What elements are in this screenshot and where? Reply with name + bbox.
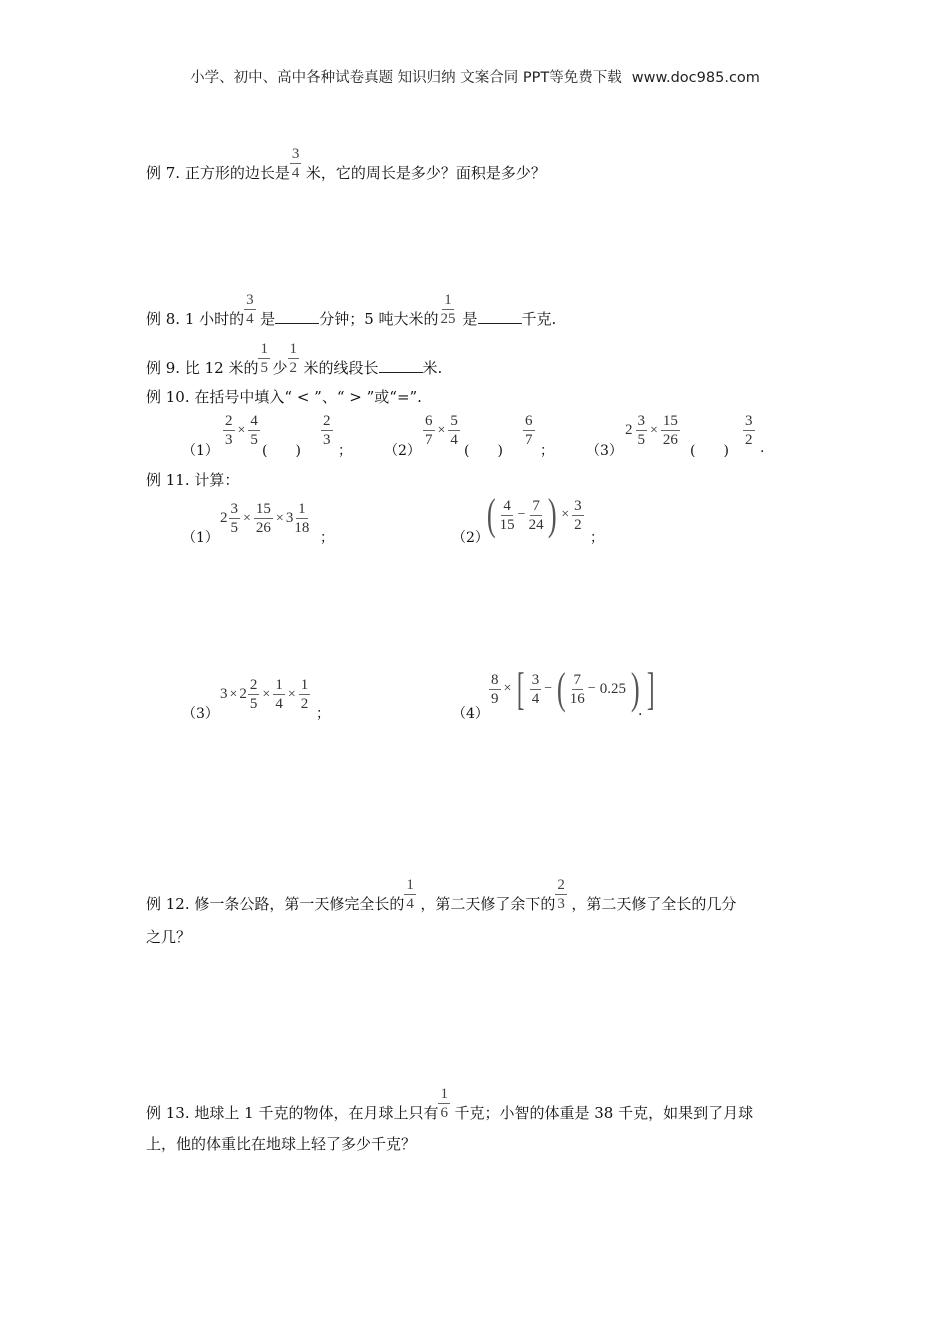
page-header (0, 66, 950, 87)
ex10-p3-expr: 2 $\frac{3}{5}$ × $\frac{15}{26}$ (625, 413, 678, 448)
ex9-text-d: 米. (422, 359, 443, 377)
ex11-p1-label: （1） (182, 530, 219, 546)
ex12-fraction-1: 1 4 (406, 877, 414, 912)
ex10-p3-label: （3） (586, 443, 623, 459)
ex9-fraction-2: 1 2 (289, 341, 297, 376)
ex10-p1-rhs: $\frac{2}{3}$ (323, 413, 331, 448)
ex9-fraction-1: 1 5 (260, 341, 268, 376)
ex10-p3-rhs: $\frac{3}{2}$ (745, 413, 753, 448)
example-13-cont: 上，他的体重比在地球上轻了多少千克？ (146, 1135, 417, 1153)
example-12-cont: 之几？ (146, 928, 192, 946)
ex12-text-b: ，第二天修了余下的 (420, 895, 556, 913)
ex10-p3-answer-paren[interactable]: ( ) (690, 443, 729, 459)
ex11-p3-expr: 3 × 2 $\frac{2}{5}$ × $\frac{1}{4}$ × $\frac{1}{2}$ (220, 677, 309, 712)
ex11-p4-expr: $\frac{8}{9}$ × [ $\frac{3}{4}$ − ( $\frac{7}{16}$ − 0.25 ) ] (491, 663, 655, 714)
example-7 (146, 146, 546, 183)
ex8-fraction-1: 3 4 (246, 292, 254, 327)
ex10-p1-answer-paren[interactable]: ( ) (262, 443, 301, 459)
example-12 (146, 877, 737, 914)
ex7-text-b: 米，它的周长是多少？面积是多少？ (305, 164, 546, 182)
ex9-text-a: 例 9. 比 12 米的 (146, 359, 259, 377)
ex11-p2-end: ； (590, 530, 604, 546)
ex9-text-b: 少 (272, 359, 288, 377)
ex11-p4-label: （4） (452, 706, 489, 722)
ex8-fraction-2: 1 25 (440, 292, 456, 327)
ex13-text-b: 千克；小智的体重是 38 千克，如果到了月球 (454, 1104, 754, 1122)
ex11-p3-label: （3） (182, 706, 219, 722)
ex13-text-a: 例 13. 地球上 1 千克的物体，在月球上只有 (146, 1104, 439, 1122)
ex10-p2-expr: $\frac{6}{7}$ × $\frac{5}{4}$ (425, 413, 458, 448)
example-13 (146, 1086, 754, 1123)
ex10-p1-expr: $\frac{2}{3}$ × $\frac{4}{5}$ (225, 413, 258, 448)
ex7-text-a: 例 7. 正方形的边长是 (146, 164, 290, 182)
ex8-blank-2[interactable] (478, 309, 522, 324)
ex10-p2-end: ； (540, 443, 554, 459)
ex9-text-c: 米的线段长 (303, 359, 379, 377)
ex13-fraction: 1 6 (440, 1086, 448, 1121)
ex11-p3-end: ； (316, 706, 330, 722)
ex10-p2-rhs: $\frac{6}{7}$ (525, 413, 533, 448)
ex8-text-e: 千克. (521, 310, 557, 328)
header-url: www.doc985.com (631, 70, 760, 86)
ex12-text-a: 例 12. 修一条公路，第一天修完全长的 (146, 895, 405, 913)
ex11-p1-expr: 2 $\frac{3}{5}$ × $\frac{15}{26}$ × 3 $\frac{1}{18}$ (220, 501, 310, 536)
ex8-text-a: 例 8. 1 小时的 (146, 310, 245, 328)
ex8-text-d: 是 (462, 310, 478, 328)
ex10-p2-answer-paren[interactable]: ( ) (464, 443, 503, 459)
ex10-p2-label: （2） (384, 443, 421, 459)
header-text: 小学、初中、高中各种试卷真题 知识归纳 文案合同 PPT等免费下载 (190, 70, 622, 86)
ex8-text-b: 是 (260, 310, 276, 328)
ex7-fraction: 3 4 (291, 146, 300, 181)
ex11-p4-end: . (638, 703, 643, 719)
ex12-fraction-2: 2 3 (557, 877, 565, 912)
ex12-text-c: ，第二天修了全长的几分 (571, 895, 737, 913)
ex11-p2-label: （2） (452, 530, 489, 546)
ex8-text-c: 分钟；5 吨大米的 (319, 310, 439, 328)
example-11-title: 例 11. 计算： (146, 471, 240, 489)
ex10-p1-end: ； (338, 443, 352, 459)
ex11-p1-end: ； (320, 530, 334, 546)
example-10-title: 例 10. 在括号中填入“ < ”、“ > ”或“=”. (146, 388, 422, 406)
ex9-blank[interactable] (379, 358, 423, 373)
example-8 (146, 292, 557, 329)
ex10-p1-label: （1） (182, 443, 219, 459)
ex10-p3-end: . (760, 440, 765, 456)
ex11-p2-expr: ( $\frac{4}{15}$ − $\frac{7}{24}$ ) × $\frac{3}{2}$ (486, 490, 582, 539)
example-9 (146, 341, 443, 378)
ex8-blank-1[interactable] (275, 309, 319, 324)
